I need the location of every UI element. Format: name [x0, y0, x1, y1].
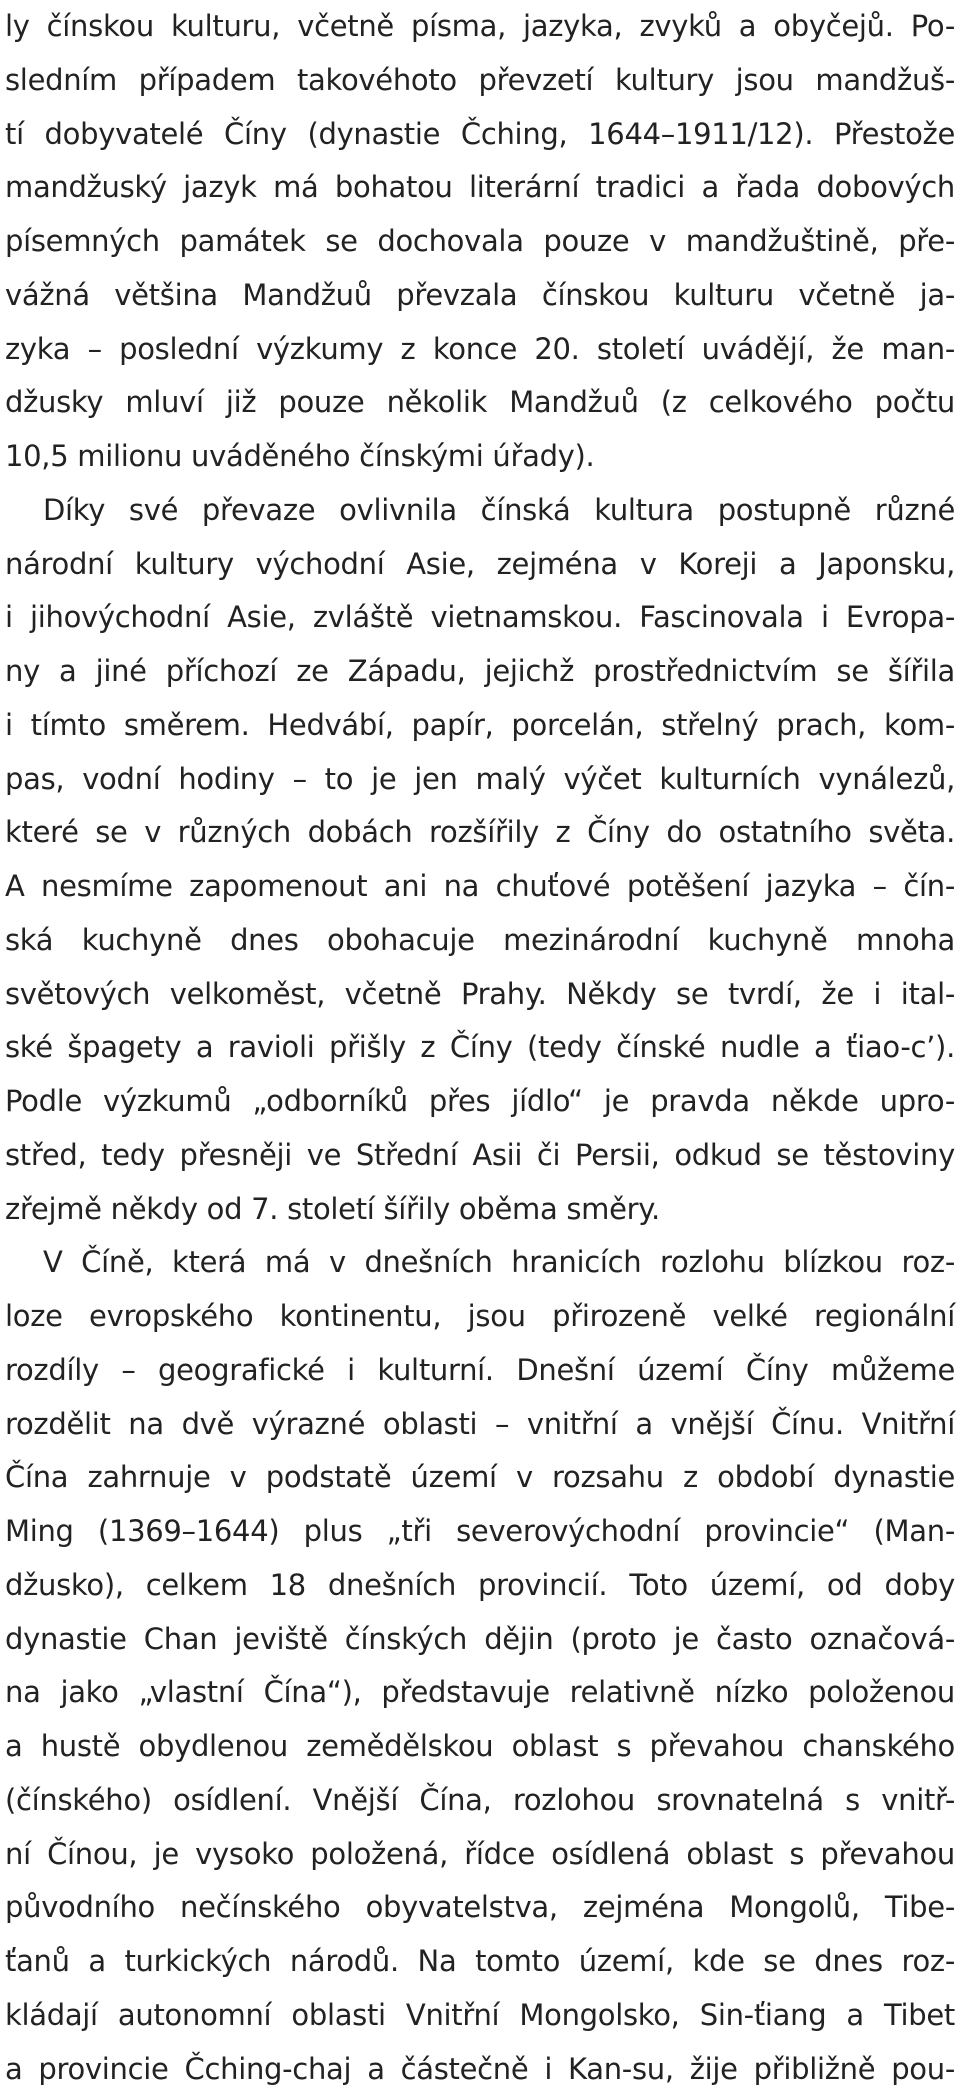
text-line-33: a hustě obydlenou zemědělskou oblast s převahou chanského: [5, 1720, 955, 1774]
text-line-16: které se v různých dobách rozšířily z Číny do ostatního světa.: [5, 806, 955, 860]
text-line-1: ly čínskou kulturu, včetně písma, jazyka, zvyků a obyčejů. Po-: [5, 0, 955, 54]
document-page: [5, 0, 955, 2096]
text-line-7: zyka – poslední výzkumy z konce 20. století uvádějí, že man-: [5, 323, 955, 377]
text-line-29: Ming (1369–1644) plus „tři severovýchodní provincie“ (Man-: [5, 1505, 955, 1559]
text-line-5: písemných památek se dochovala pouze v mandžuštině, pře-: [5, 215, 955, 269]
text-line-10: Díky své převaze ovlivnila čínská kultura postupně různé: [5, 484, 955, 538]
text-line-11: národní kultury východní Asie, zejména v Koreji a Japonsku,: [5, 538, 955, 592]
text-line-6: vážná většina Mandžuů převzala čínskou kulturu včetně ja-: [5, 269, 955, 323]
text-line-23: zřejmě někdy od 7. století šířily oběma směry.: [5, 1183, 955, 1237]
text-line-21: Podle výzkumů „odborníků přes jídlo“ je pravda někde upro-: [5, 1075, 955, 1129]
text-line-4: mandžuský jazyk má bohatou literární tradici a řada dobových: [5, 161, 955, 215]
text-line-31: dynastie Chan jeviště čínských dějin (proto je často označová-: [5, 1613, 955, 1667]
text-line-3: tí dobyvatelé Číny (dynastie Čching, 1644–1911/12). Přestože: [5, 108, 955, 162]
text-line-34: (čínského) osídlení. Vnější Čína, rozlohou srovnatelná s vnitř-: [5, 1774, 955, 1828]
text-line-2: sledním případem takovéhoto převzetí kultury jsou mandžuš-: [5, 54, 955, 108]
text-line-12: i jihovýchodní Asie, zvláště vietnamskou. Fascinovala i Evropa-: [5, 591, 955, 645]
text-line-37: ťanů a turkických národů. Na tomto území, kde se dnes roz-: [5, 1935, 955, 1989]
text-line-22: střed, tedy přesněji ve Střední Asii či Persii, odkud se těstoviny: [5, 1129, 955, 1183]
text-line-38: kládají autonomní oblasti Vnitřní Mongolsko, Sin-ťiang a Tibet: [5, 1989, 955, 2043]
text-line-18: ská kuchyně dnes obohacuje mezinárodní kuchyně mnoha: [5, 914, 955, 968]
text-line-25: loze evropského kontinentu, jsou přirozeně velké regionální: [5, 1290, 955, 1344]
text-line-39: a provincie Čching-chaj a částečně i Kan-su, žije přibližně pou-: [5, 2043, 955, 2096]
text-line-15: pas, vodní hodiny – to je jen malý výčet kulturních vynálezů,: [5, 753, 955, 807]
text-line-30: džusko), celkem 18 dnešních provincií. Toto území, od doby: [5, 1559, 955, 1613]
text-line-32: na jako „vlastní Čína“), představuje relativně nízko položenou: [5, 1666, 955, 1720]
text-line-26: rozdíly – geografické i kulturní. Dnešní území Číny můžeme: [5, 1344, 955, 1398]
text-line-8: džusky mluví již pouze několik Mandžuů (z celkového počtu: [5, 376, 955, 430]
text-line-17: A nesmíme zapomenout ani na chuťové potěšení jazyka – čín-: [5, 860, 955, 914]
text-line-28: Čína zahrnuje v podstatě území v rozsahu z období dynastie: [5, 1451, 955, 1505]
text-line-35: ní Čínou, je vysoko položená, řídce osídlená oblast s převahou: [5, 1828, 955, 1882]
text-line-9: 10,5 milionu uváděného čínskými úřady).: [5, 430, 955, 484]
text-line-36: původního nečínského obyvatelstva, zejména Mongolů, Tibe-: [5, 1881, 955, 1935]
text-line-14: i tímto směrem. Hedvábí, papír, porcelán, střelný prach, kom-: [5, 699, 955, 753]
text-line-24: V Číně, která má v dnešních hranicích rozlohu blízkou roz-: [5, 1236, 955, 1290]
text-line-19: světových velkoměst, včetně Prahy. Někdy se tvrdí, že i ital-: [5, 968, 955, 1022]
text-line-13: ny a jiné příchozí ze Západu, jejichž prostřednictvím se šířila: [5, 645, 955, 699]
text-line-20: ské špagety a ravioli přišly z Číny (tedy čínské nudle a ťiao-c’).: [5, 1021, 955, 1075]
text-line-27: rozdělit na dvě výrazné oblasti – vnitřní a vnější Čínu. Vnitřní: [5, 1398, 955, 1452]
